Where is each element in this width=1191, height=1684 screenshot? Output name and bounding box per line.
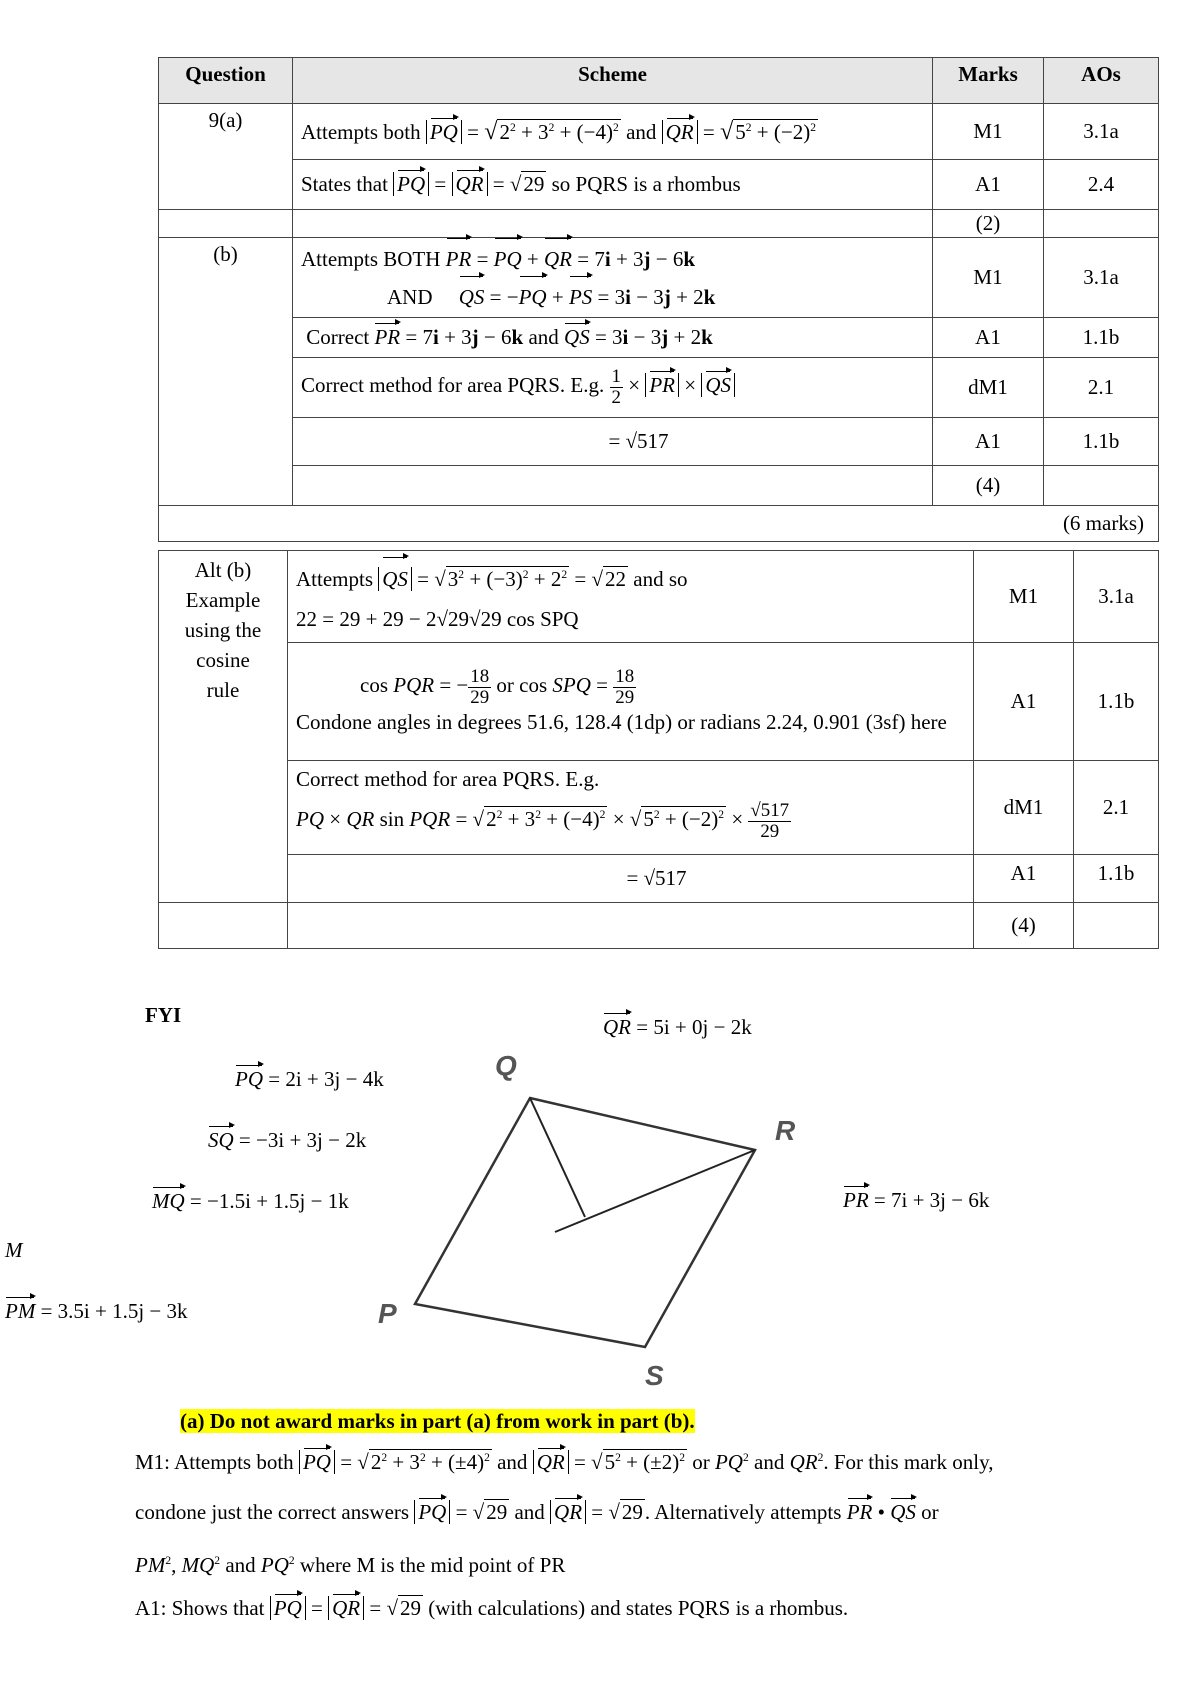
scheme-text: Correct: [306, 325, 370, 349]
scheme-text: and so: [633, 566, 688, 591]
fyi-pq: PQ = 2i + 3j − 4k: [235, 1067, 384, 1091]
note-text: condone just the correct answers: [135, 1500, 410, 1524]
alt-label: rule: [206, 678, 240, 702]
alt-label: Alt (b): [194, 558, 252, 582]
header-question: Question: [159, 58, 293, 104]
subtotal-a: (2): [933, 210, 1044, 238]
mark-scheme-table: [158, 57, 1159, 542]
fyi-qr: QR = 5i + 0j − 2k: [603, 1015, 752, 1039]
scheme-b-m1: Attempts BOTH PR = PQ + QR = 7i + 3j − 6k AND QS = −PQ + PS = 3i − 3j + 2k: [293, 238, 933, 318]
scheme-text: and: [528, 325, 559, 349]
vector-value: = 5i + 0j − 2k: [636, 1015, 752, 1039]
point-p: P: [378, 1298, 397, 1329]
scheme-a-m1: Attempts both PQ = $√2^2 + 3^2 + (-4)^2$ and QR = $√5^2 + (-2)^2$: [293, 104, 933, 160]
ao: 2.1: [1074, 761, 1159, 855]
scheme-b-a1-result: = √517: [293, 418, 933, 466]
mark: A1: [974, 643, 1074, 761]
header-scheme: Scheme: [293, 58, 933, 104]
note-m1-line2: condone just the correct answers PQ = √29 and QR = √29. Alternatively attempts PR • QS or: [135, 1500, 939, 1524]
scheme-text: AND: [387, 284, 433, 309]
ao: 2.1: [1044, 358, 1159, 418]
note-text: and: [497, 1450, 528, 1474]
fyi-mq: MQ = −1.5i + 1.5j − 1k: [152, 1189, 349, 1213]
scheme-text: Attempts BOTH: [301, 246, 441, 271]
total-marks: (6 marks): [159, 506, 1159, 542]
diagonal-half: [555, 1150, 755, 1232]
scheme-text: or: [496, 673, 514, 698]
ao: 1.1b: [1074, 643, 1159, 761]
note-text: or: [692, 1450, 710, 1474]
scheme-text: Correct method for area PQRS. E.g.: [296, 767, 600, 791]
mark: A1: [933, 418, 1044, 466]
fyi-title: FYI: [145, 1003, 182, 1027]
vector-value: = 2i + 3j − 4k: [268, 1067, 384, 1091]
point-s: S: [645, 1360, 664, 1390]
rhombus-diagram: [370, 1050, 810, 1390]
scheme-b-a1: Correct PR = 7i + 3j − 6k and QS = 3i − 3j + 2k: [293, 318, 933, 358]
question-9a: 9(a): [159, 104, 293, 210]
alt-a1: cos PQR = − $\frac{18}{29}$ or cos SPQ = $\frac{18}{29}$ Condone angles in degrees 51.6, 128.4 (1dp) or radians 2.24, 0.901 (3sf) here: [288, 643, 974, 761]
mark: A1: [974, 855, 1074, 903]
mark: A1: [933, 160, 1044, 210]
alt-a1-result: = √517: [288, 855, 974, 903]
fyi-sq: SQ = −3i + 3j − 2k: [208, 1128, 367, 1152]
scheme-text: and: [626, 119, 657, 144]
note-m1-line1: M1: Attempts both PQ = $√2^2 + 3^2 + (\pm 4)^2$ and QR = $√5^2 + (\pm 2)^2$ or $PQ^2$ and $QR^2$. For this mark only,: [135, 1450, 994, 1474]
alt-label: using the: [184, 618, 262, 642]
point-r: R: [775, 1115, 796, 1146]
notes-heading: [180, 1409, 695, 1434]
subtotal-b: (4): [933, 466, 1044, 506]
question-9b: (b): [159, 238, 293, 506]
alt-table: [158, 550, 1159, 949]
header-aos: AOs: [1044, 58, 1159, 104]
alt-dm1: Correct method for area PQRS. E.g. PQ × QR sin PQR = $√2^2 + 3^2 + (-4)^2 \times √5^2 + (-2)^2$ × $\frac{√517}{29}$: [288, 761, 974, 855]
ao: 1.1b: [1074, 855, 1159, 903]
scheme-text: so PQRS is a rhombus: [551, 172, 741, 196]
scheme-text: Attempts both: [301, 119, 421, 144]
ao: 1.1b: [1044, 418, 1159, 466]
note-text: M1: Attempts both: [135, 1450, 294, 1474]
scheme-text: States that: [301, 172, 388, 196]
ao: 3.1a: [1044, 238, 1159, 318]
point-q: Q: [495, 1050, 517, 1081]
subtotal-alt: (4): [974, 903, 1074, 949]
vector-value: = −1.5i + 1.5j − 1k: [189, 1189, 349, 1213]
mark: M1: [974, 551, 1074, 643]
mark: M1: [933, 104, 1044, 160]
note-text: where M is the mid point of PR: [299, 1553, 566, 1577]
alt-label: cosine: [196, 648, 250, 672]
alt-m1: Attempts QS = $√3^2 + (-3)^2 + 2^2 = √22$ and so 22 = 29 + 29 − 2√29√29 cos SPQ: [288, 551, 974, 643]
scheme-text: Condone angles in degrees 51.6, 128.4 (1dp) or radians 2.24, 0.901 (3sf) here: [296, 709, 947, 734]
note-m1-line3: $PM^2$, $MQ^2$ and $PQ^2$ where M is the mid point of PR: [135, 1553, 566, 1577]
note-text: and: [225, 1553, 256, 1577]
scheme-text: 22 = 29 + 29 − 2√29√29 cos SPQ: [296, 606, 579, 631]
fyi-m-label: M: [5, 1238, 23, 1262]
note-text: and: [754, 1450, 785, 1474]
mark: A1: [933, 318, 1044, 358]
alt-question: [159, 551, 288, 903]
median-line: [530, 1098, 585, 1217]
ao: 1.1b: [1044, 318, 1159, 358]
ao: 3.1a: [1074, 551, 1159, 643]
note-text: . For this mark only,: [823, 1450, 994, 1474]
heading-text: (a) Do not award marks in part (a) from work in part (b).: [180, 1409, 695, 1433]
vector-value: = −3i + 3j − 2k: [238, 1128, 367, 1152]
note-text: (with calculations) and states PQRS is a rhombus.: [428, 1596, 849, 1620]
mark: dM1: [933, 358, 1044, 418]
scheme-a-a1: States that PQ = QR = √29 so PQRS is a rhombus: [293, 160, 933, 210]
mark: dM1: [974, 761, 1074, 855]
note-a1: A1: Shows that PQ = QR = √29 (with calculations) and states PQRS is a rhombus.: [135, 1596, 849, 1620]
vector-value: = 3.5i + 1.5j − 3k: [40, 1299, 188, 1323]
scheme-text: Correct method for area PQRS. E.g.: [301, 373, 605, 398]
scheme-b-dm1: Correct method for area PQRS. E.g. $\frac{1}{2}$ × PR × QS: [293, 358, 933, 418]
note-text: . Alternatively attempts: [644, 1500, 842, 1524]
fyi-pr: PR = 7i + 3j − 6k: [843, 1188, 990, 1212]
mark: M1: [933, 238, 1044, 318]
ao: 3.1a: [1044, 104, 1159, 160]
header-marks: Marks: [933, 58, 1044, 104]
ao: 2.4: [1044, 160, 1159, 210]
note-text: and: [514, 1500, 545, 1524]
alt-label: Example: [185, 588, 261, 612]
fyi-pm: PM = 3.5i + 1.5j − 3k: [5, 1299, 188, 1323]
vector-value: = 7i + 3j − 6k: [873, 1188, 990, 1212]
note-text: A1: Shows that: [135, 1596, 265, 1620]
scheme-text: Attempts: [296, 566, 373, 591]
rhombus-shape: [415, 1098, 755, 1347]
note-text: or: [921, 1500, 939, 1524]
